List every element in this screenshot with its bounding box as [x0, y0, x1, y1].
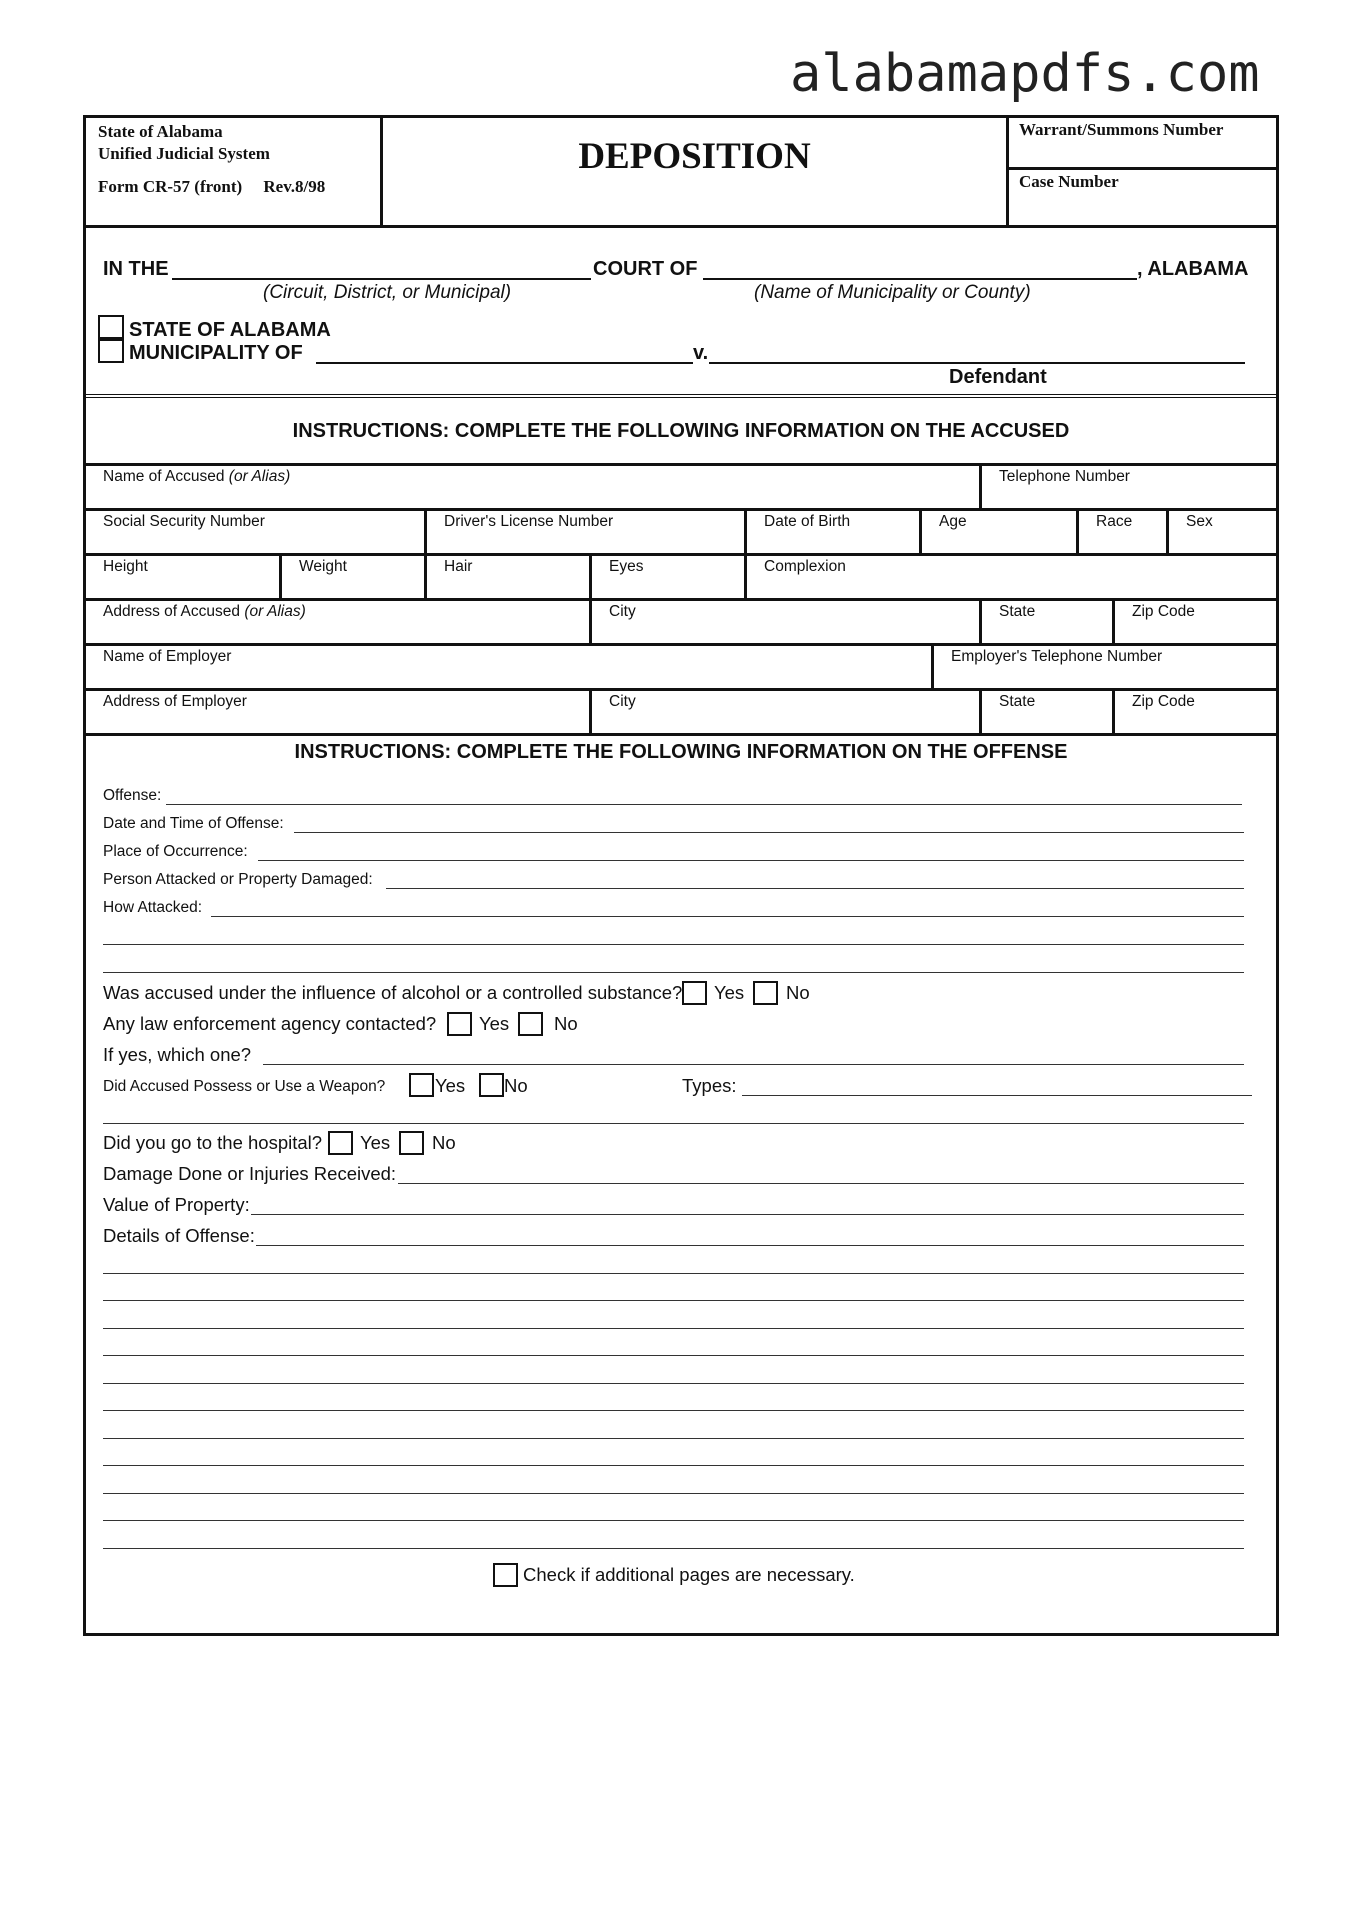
race-label: Race: [1096, 513, 1133, 530]
accused-row-physical: [86, 553, 1276, 598]
complexion-field[interactable]: [744, 556, 1276, 598]
height-label: Height: [103, 558, 148, 575]
eyes-field[interactable]: [589, 556, 744, 598]
weapon-question: Did Accused Possess or Use a Weapon?: [103, 1078, 386, 1095]
no-label: No: [554, 1013, 578, 1034]
hospital-yes-checkbox[interactable]: [328, 1131, 353, 1155]
details-line[interactable]: [103, 1383, 1244, 1384]
details-line[interactable]: [103, 1300, 1244, 1301]
offense-line[interactable]: [166, 804, 1242, 805]
alabama-label: , ALABAMA: [1137, 258, 1249, 280]
accused-name-label: Name of Accused: [103, 468, 225, 485]
age-field[interactable]: [919, 511, 1076, 553]
accused-name-field[interactable]: [86, 466, 979, 508]
date-time-label: Date and Time of Offense:: [103, 815, 284, 832]
hair-field[interactable]: [424, 556, 589, 598]
accused-address-field[interactable]: [86, 601, 589, 643]
damage-line[interactable]: [398, 1183, 1244, 1184]
form-number: Form CR-57 (front): [98, 177, 243, 196]
system-name: Unified Judicial System: [98, 144, 270, 163]
details-line[interactable]: [103, 1328, 1244, 1329]
damage-label: Damage Done or Injuries Received:: [103, 1163, 397, 1184]
accused-row-ids: [86, 508, 1276, 553]
drivers-license-label: Driver's License Number: [444, 513, 614, 530]
details-label: Details of Offense:: [103, 1225, 255, 1246]
yes-label: Yes: [479, 1013, 510, 1034]
defendant-field[interactable]: [709, 362, 1245, 364]
case-label: Case Number: [1019, 172, 1119, 191]
municipality-field[interactable]: [316, 362, 693, 364]
alcohol-yes-checkbox[interactable]: [682, 981, 707, 1005]
accused-row-address: [86, 598, 1276, 643]
municipality-checkbox[interactable]: [98, 339, 124, 363]
alias-note: (or Alias): [228, 468, 291, 485]
versus-label: v.: [693, 342, 709, 364]
which-agency-label: If yes, which one?: [103, 1044, 252, 1065]
accused-state-field[interactable]: [979, 601, 1112, 643]
employer-address-label: Address of Employer: [103, 693, 247, 710]
court-type-field[interactable]: [172, 278, 591, 280]
weapon-types-label: Types:: [682, 1075, 737, 1096]
details-line[interactable]: [103, 1438, 1244, 1439]
which-agency-line[interactable]: [263, 1064, 1244, 1065]
race-field[interactable]: [1076, 511, 1166, 553]
weapon-types-line[interactable]: [742, 1095, 1252, 1096]
sex-label: Sex: [1186, 513, 1213, 530]
details-line[interactable]: [103, 1465, 1244, 1466]
employer-zip-field[interactable]: [1112, 691, 1276, 733]
state-label: State: [999, 693, 1036, 710]
accused-address-label: Address of Accused: [103, 603, 240, 620]
warrant-label: Warrant/Summons Number: [1019, 120, 1224, 139]
ssn-label: Social Security Number: [103, 513, 265, 530]
age-label: Age: [939, 513, 967, 530]
defendant-label: Defendant: [949, 366, 1047, 388]
state-of-alabama-checkbox[interactable]: [98, 315, 124, 339]
hair-label: Hair: [444, 558, 473, 575]
details-line[interactable]: [103, 1493, 1244, 1494]
employer-address-field[interactable]: [86, 691, 589, 733]
weapon-yes-checkbox[interactable]: [409, 1073, 434, 1097]
employer-phone-field[interactable]: [931, 646, 1276, 688]
accused-zip-field[interactable]: [1112, 601, 1276, 643]
employer-name-label: Name of Employer: [103, 648, 232, 665]
ssn-field[interactable]: [86, 511, 424, 553]
case-ids: [1009, 118, 1276, 225]
employer-name-field[interactable]: [86, 646, 931, 688]
city-label: City: [609, 603, 636, 620]
details-line[interactable]: [103, 1520, 1244, 1521]
zip-label: Zip Code: [1132, 693, 1195, 710]
how-line-2[interactable]: [103, 944, 1244, 945]
how-line-3[interactable]: [103, 972, 1244, 973]
complexion-label: Complexion: [764, 558, 846, 575]
details-line[interactable]: [256, 1245, 1244, 1246]
yes-label: Yes: [714, 982, 745, 1003]
additional-pages-label: Check if additional pages are necessary.: [523, 1564, 855, 1585]
weight-field[interactable]: [279, 556, 424, 598]
law-no-checkbox[interactable]: [518, 1012, 543, 1036]
court-section: [86, 228, 1276, 398]
details-line[interactable]: [103, 1548, 1244, 1549]
value-label: Value of Property:: [103, 1194, 250, 1215]
employer-row-address: [86, 688, 1276, 733]
weapon-types-line-2[interactable]: [103, 1123, 1244, 1124]
issuer-block: [86, 118, 383, 225]
watermark: alabamapdfs.com: [790, 44, 1260, 104]
state-label: State: [999, 603, 1036, 620]
alcohol-question: Was accused under the influence of alcohol or a controlled substance?: [103, 982, 683, 1003]
alias-note: (or Alias): [244, 603, 306, 620]
form-title: DEPOSITION: [383, 118, 1009, 225]
yes-label: Yes: [435, 1075, 466, 1096]
person-line[interactable]: [386, 888, 1244, 889]
hospital-no-checkbox[interactable]: [399, 1131, 424, 1155]
yes-label: Yes: [360, 1132, 391, 1153]
details-line[interactable]: [103, 1355, 1244, 1356]
offense-label: Offense:: [103, 787, 162, 804]
telephone-label: Telephone Number: [999, 468, 1130, 485]
revision: Rev.8/98: [263, 177, 326, 196]
grid-bottom-rule: [86, 733, 1276, 736]
law-yes-checkbox[interactable]: [447, 1012, 472, 1036]
court-of-label: COURT OF: [593, 258, 698, 280]
employer-state-field[interactable]: [979, 691, 1112, 733]
law-question: Any law enforcement agency contacted?: [103, 1013, 437, 1034]
sex-field[interactable]: [1166, 511, 1276, 553]
zip-label: Zip Code: [1132, 603, 1195, 620]
employer-city-field[interactable]: [589, 691, 979, 733]
employer-phone-label: Employer's Telephone Number: [951, 648, 1163, 665]
in-the-label: IN THE: [103, 258, 169, 280]
no-label: No: [432, 1132, 456, 1153]
accused-row-name: [86, 463, 1276, 508]
dob-field[interactable]: [744, 511, 919, 553]
deposition-form: [83, 115, 1279, 1636]
alcohol-no-checkbox[interactable]: [753, 981, 778, 1005]
eyes-label: Eyes: [609, 558, 644, 575]
place-line[interactable]: [258, 860, 1244, 861]
date-time-line[interactable]: [294, 832, 1244, 833]
person-label: Person Attacked or Property Damaged:: [103, 871, 373, 888]
court-type-hint: (Circuit, District, or Municipal): [263, 282, 512, 303]
state-option-label: STATE OF ALABAMA: [129, 319, 331, 341]
case-number-field[interactable]: [1009, 170, 1276, 223]
drivers-license-field[interactable]: [424, 511, 744, 553]
no-label: No: [786, 982, 810, 1003]
height-field[interactable]: [86, 556, 279, 598]
form-header: [86, 118, 1276, 228]
offense-instructions: INSTRUCTIONS: COMPLETE THE FOLLOWING INFORMATION ON THE OFFENSE: [294, 741, 1068, 763]
details-line[interactable]: [103, 1410, 1244, 1411]
warrant-number-field[interactable]: [1009, 118, 1276, 170]
telephone-field[interactable]: [979, 466, 1276, 508]
additional-pages-checkbox[interactable]: [493, 1563, 518, 1587]
place-label: Place of Occurrence:: [103, 843, 248, 860]
weight-label: Weight: [299, 558, 347, 575]
dob-label: Date of Birth: [764, 513, 851, 530]
employer-row-name: [86, 643, 1276, 688]
details-line[interactable]: [103, 1273, 1244, 1274]
municipality-name-field[interactable]: [703, 278, 1137, 280]
how-label: How Attacked:: [103, 899, 203, 916]
accused-city-field[interactable]: [589, 601, 979, 643]
accused-instructions: INSTRUCTIONS: COMPLETE THE FOLLOWING INFORMATION ON THE ACCUSED: [292, 420, 1070, 442]
hospital-question: Did you go to the hospital?: [103, 1132, 323, 1153]
weapon-no-checkbox[interactable]: [479, 1073, 504, 1097]
no-label: No: [504, 1075, 528, 1096]
municipality-hint: (Name of Municipality or County): [754, 282, 1031, 303]
value-line[interactable]: [251, 1214, 1244, 1215]
city-label: City: [609, 693, 636, 710]
state-name: State of Alabama: [98, 122, 223, 141]
how-line[interactable]: [211, 916, 1244, 917]
municipality-option-label: MUNICIPALITY OF: [129, 342, 303, 364]
